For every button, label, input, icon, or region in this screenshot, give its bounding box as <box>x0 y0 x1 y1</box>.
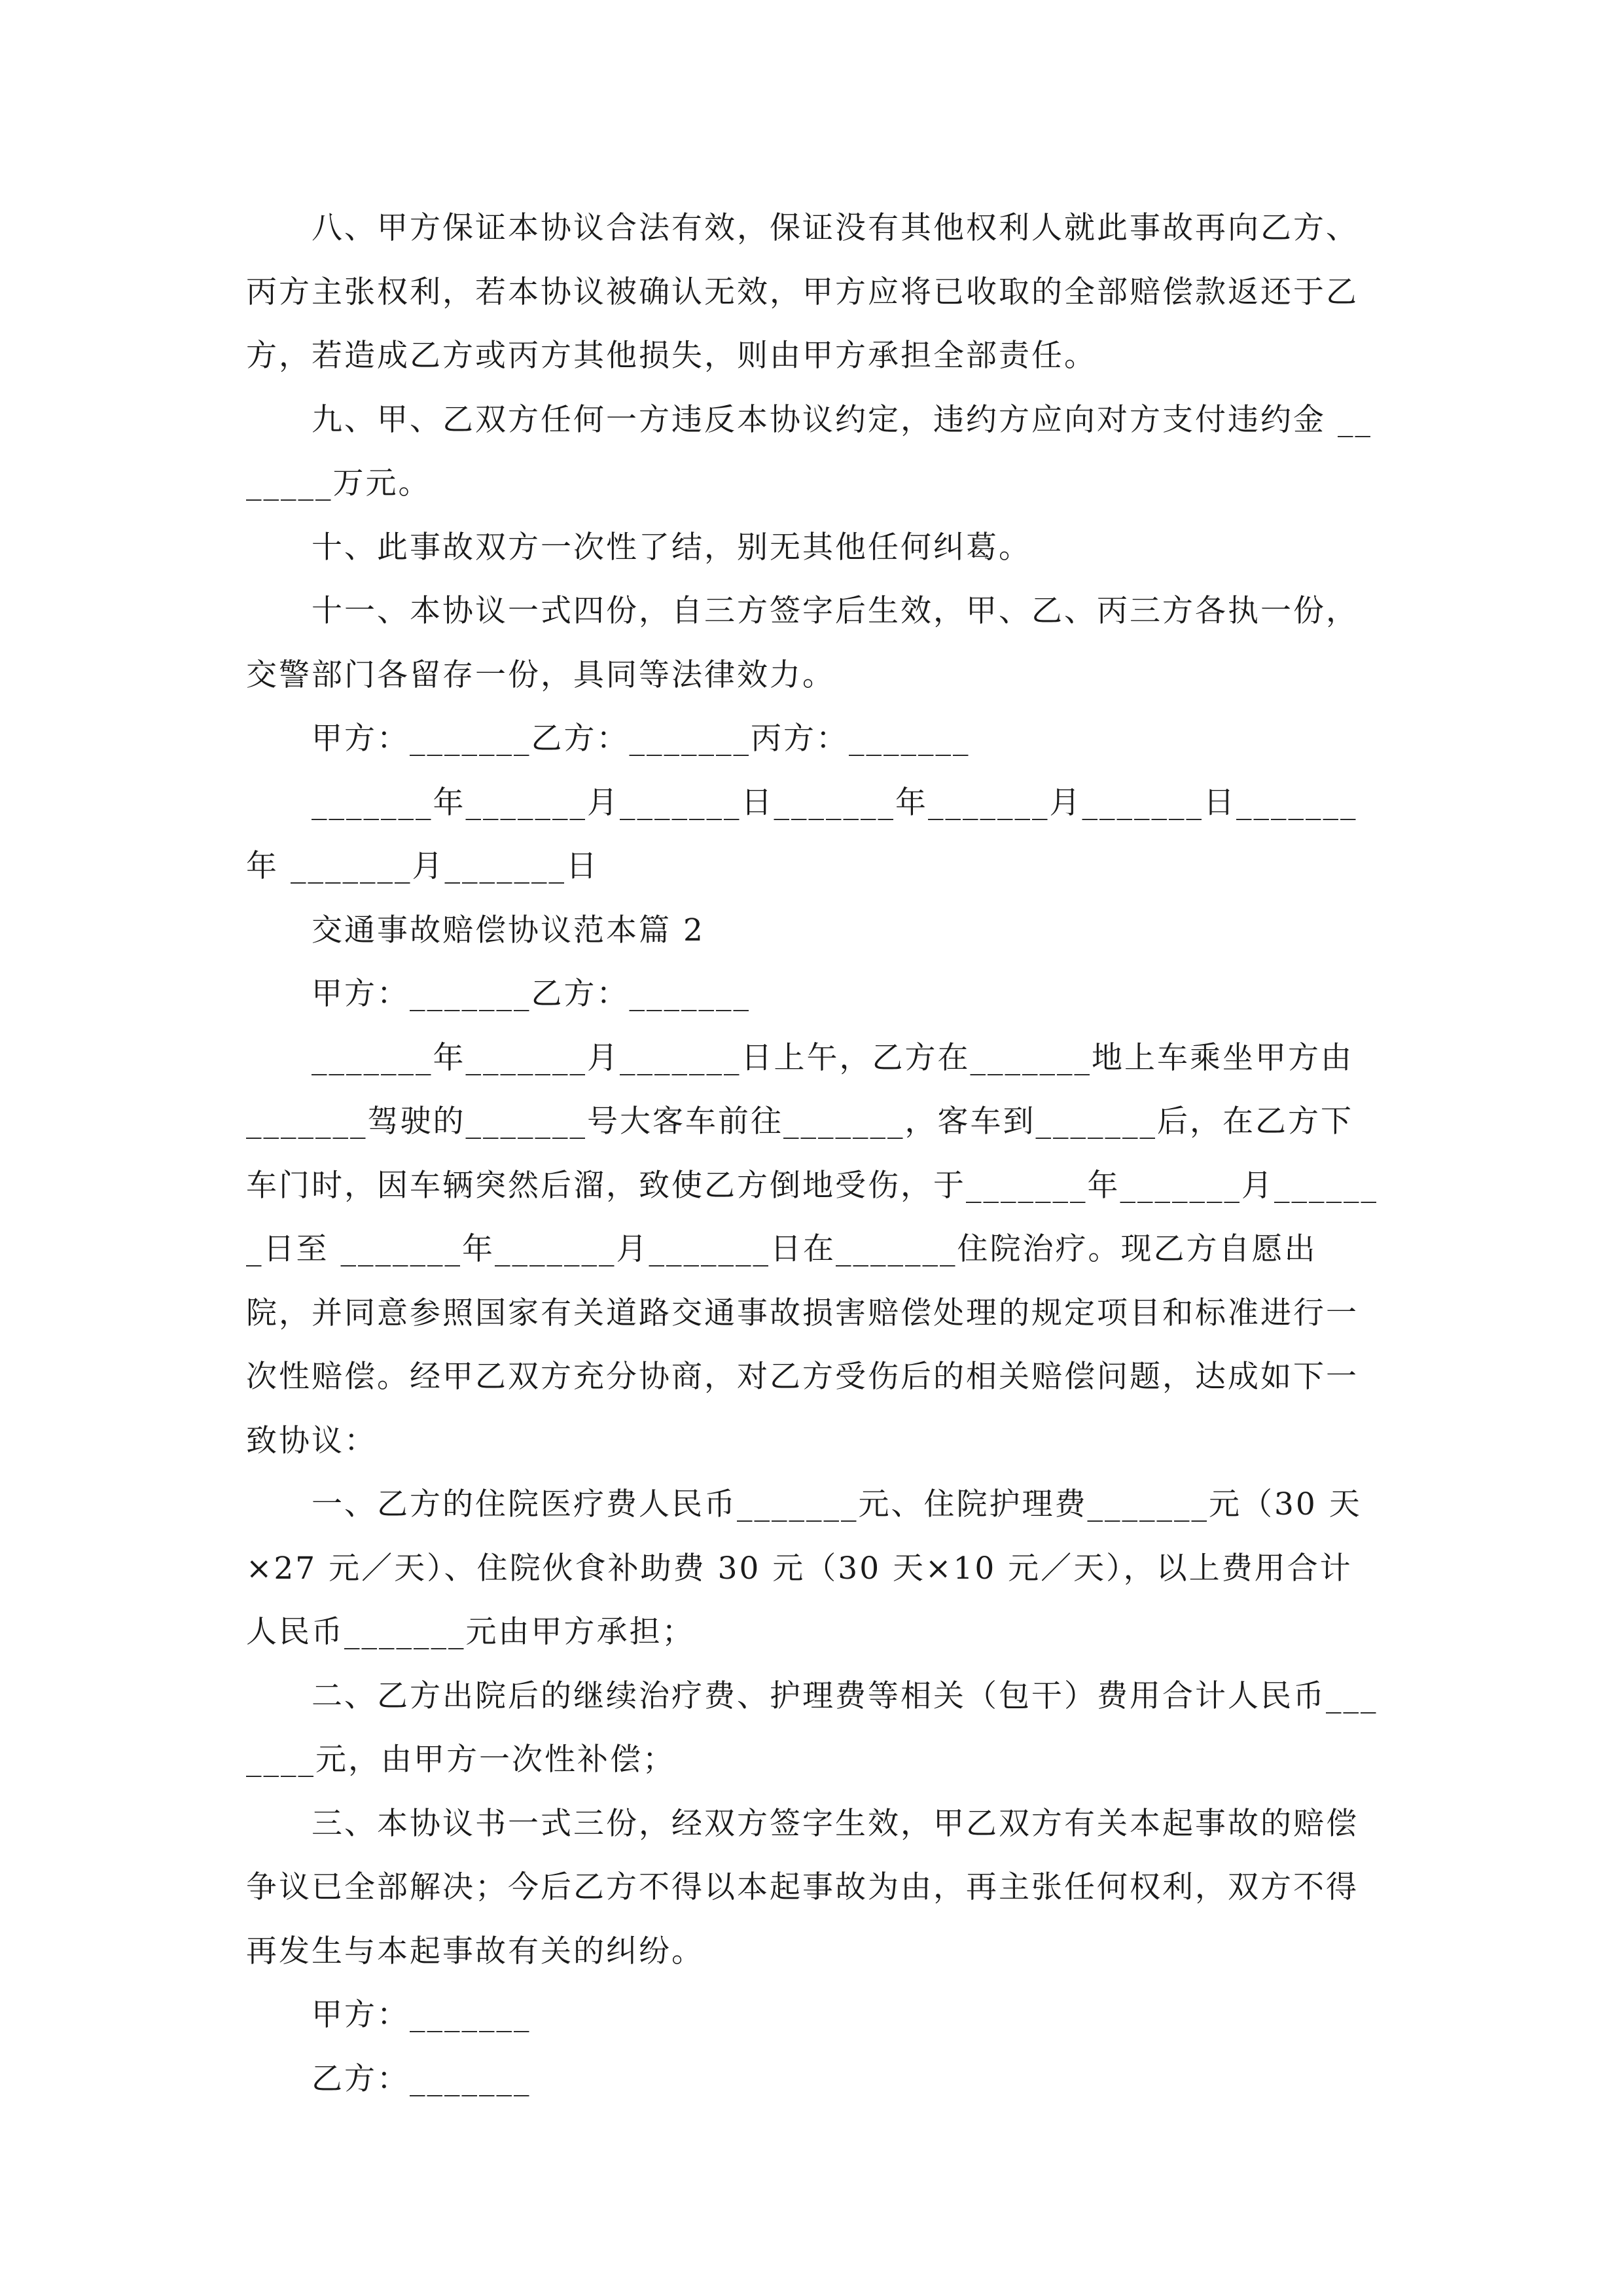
parties-line: 甲方：_______乙方：_______ <box>312 976 751 1012</box>
document-body <box>246 196 1378 2111</box>
clause-9: 九、甲、乙双方任何一方违反本协议约定，违约方应向对方支付违约金 _______万元。 <box>246 401 1372 501</box>
clause-8: 八、甲方保证本协议合法有效，保证没有其他权利人就此事故再向乙方、丙方主张权利，若本协议被确认无效，甲方应将已收取的全部赔偿款返还于乙方，若造成乙方或丙方其他损失，则由甲方承担全部责任。 <box>246 210 1359 374</box>
incident-description: _______年_______月_______日上午，乙方在_______地上车乘坐甲方由 _______驾驶的_______号大客车前往_______，客车到_______后，在乙方下车门时，因车辆突然后溜，致使乙方倒地受伤，于_______年_______月_______日至 _______年_______月_______日在_______住院治疗。现乙方自愿出院，并同意参照国家有关道路交通事故损害赔偿处理的规定项目和标准进行一次性赔偿。经甲乙双方充分协商，对乙方受伤后的相关赔偿问题，达成如下一致协议： <box>246 1039 1378 1459</box>
agreement-item-1: 一、乙方的住院医疗费人民币_______元、住院护理费_______元（30 天×27 元／天）、住院伙食补助费 30 元（30 天×10 元／天），以上费用合计人民币_______元由甲方承担； <box>246 1486 1362 1650</box>
signature-line-parties: 甲方：_______乙方：_______丙方：_______ <box>312 721 971 757</box>
clause-10: 十、此事故双方一次性了结，别无其他任何纠葛。 <box>312 529 1031 565</box>
signature-party-b: 乙方：_______ <box>312 2060 531 2097</box>
agreement-item-2: 二、乙方出院后的继续治疗费、护理费等相关（包干）费用合计人民币_______元，由甲方一次性补偿； <box>246 1677 1378 1778</box>
signature-dates: _______年_______月_______日_______年_______月_______日_______年 _______月_______日 <box>246 784 1358 884</box>
clause-11: 十一、本协议一式四份，自三方签字后生效，甲、乙、丙三方各执一份，交警部门各留存一份，具同等法律效力。 <box>246 593 1359 693</box>
signature-party-a: 甲方：_______ <box>312 1997 531 2033</box>
agreement-item-3: 三、本协议书一式三份，经双方签字生效，甲乙双方有关本起事故的赔偿争议已全部解决；今后乙方不得以本起事故为由，再主张任何权利，双方不得再发生与本起事故有关的纠纷。 <box>246 1805 1359 1969</box>
section-heading: 交通事故赔偿协议范本篇 2 <box>312 912 705 948</box>
